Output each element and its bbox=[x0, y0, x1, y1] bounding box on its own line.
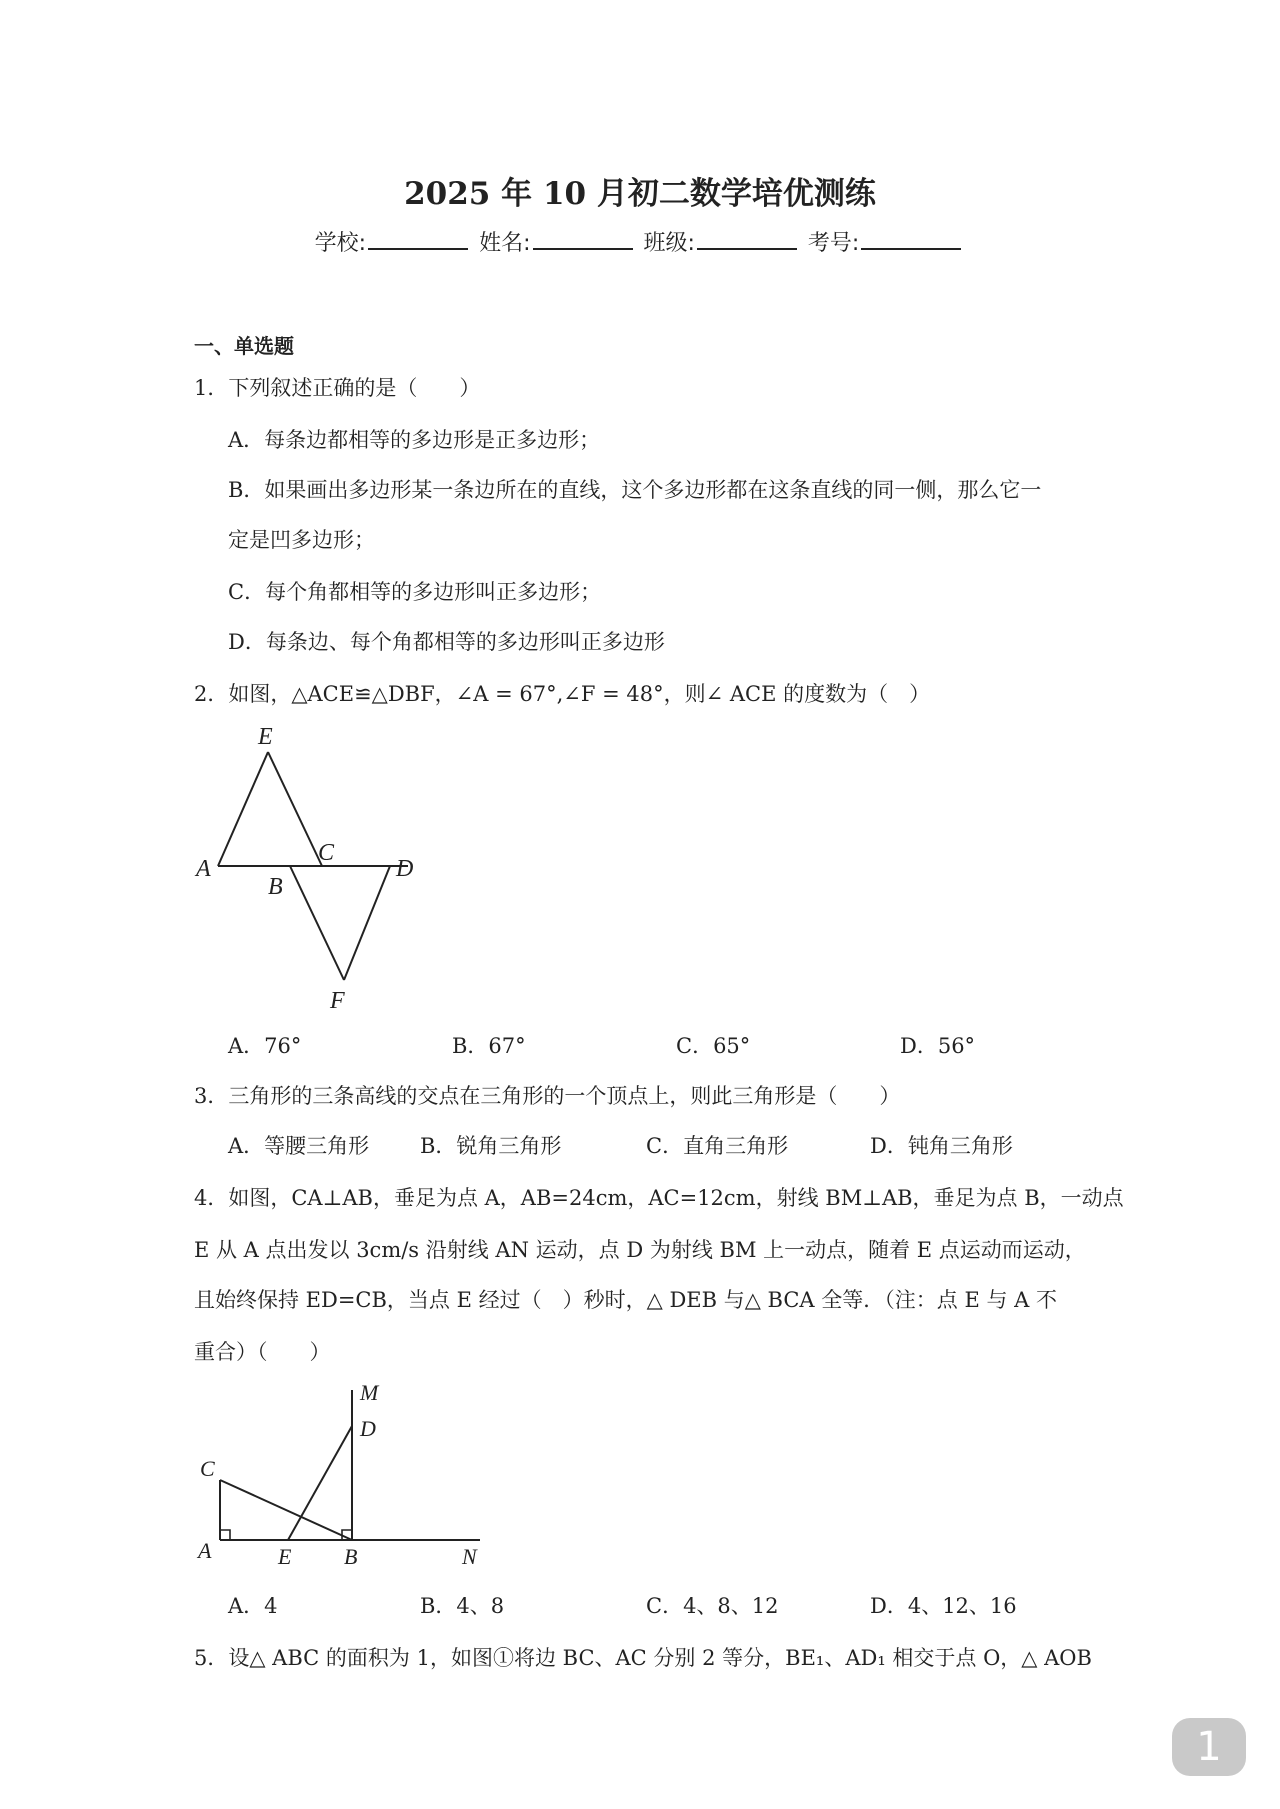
name-blank[interactable] bbox=[533, 230, 633, 250]
student-info-line bbox=[0, 226, 1280, 257]
q2-option-b: B．67° bbox=[452, 1034, 526, 1058]
q2-label-c: C bbox=[318, 840, 335, 866]
q4-label-e: E bbox=[278, 1544, 292, 1569]
q2-label-b: B bbox=[268, 874, 283, 900]
q1-option-a: A．每条边都相等的多边形是正多边形； bbox=[228, 428, 601, 452]
q3-option-b: B．锐角三角形 bbox=[420, 1134, 562, 1158]
q1-option-b-line1: B．如果画出多边形某一条边所在的直线，这个多边形都在这条直线的同一侧，那么它一 bbox=[228, 478, 1042, 502]
q4-label-b: B bbox=[344, 1544, 358, 1569]
q4-option-c: C．4、8、12 bbox=[646, 1594, 779, 1618]
class-label: 班级: bbox=[643, 231, 695, 256]
q1-option-c: C．每个角都相等的多边形叫正多边形； bbox=[228, 580, 602, 604]
q5-stem: 5．设△ ABC 的面积为 1，如图①将边 BC、AC 分别 2 等分，BE₁、AD₁ 相交于点 O，△ AOB bbox=[194, 1646, 1092, 1670]
q4-label-a: A bbox=[198, 1538, 212, 1563]
q4-option-d: D．4、12、16 bbox=[870, 1594, 1017, 1618]
q2-option-c: C．65° bbox=[676, 1034, 751, 1058]
q2-label-f: F bbox=[330, 988, 345, 1014]
number-blank[interactable] bbox=[861, 230, 961, 250]
school-label: 学校: bbox=[314, 231, 367, 256]
q2-line-ae bbox=[218, 752, 268, 866]
q2-label-a: A bbox=[196, 856, 211, 882]
q2-line-bf bbox=[290, 866, 344, 980]
q4-line2: E 从 A 点出发以 3cm/s 沿射线 AN 运动，点 D 为射线 BM 上一动点，随着 E 点运动而运动， bbox=[194, 1238, 1086, 1262]
q2-option-a: A．76° bbox=[228, 1034, 302, 1058]
q2-label-e: E bbox=[258, 724, 273, 750]
q2-stem: 2．如图，△ACE≌△DBF，∠A = 67°,∠F = 48°，则∠ ACE 的度数为（ ） bbox=[194, 682, 931, 706]
q2-label-d: D bbox=[396, 856, 414, 882]
q4-option-a: A．4 bbox=[228, 1594, 278, 1618]
number-label: 考号: bbox=[807, 231, 860, 256]
name-label: 姓名: bbox=[479, 231, 531, 256]
q4-option-b: B．4、8 bbox=[420, 1594, 505, 1618]
q2-figure bbox=[190, 718, 440, 1018]
q4-line4: 重合）（ ） bbox=[194, 1340, 331, 1364]
q4-label-c: C bbox=[200, 1456, 215, 1481]
q4-label-m: M bbox=[360, 1380, 379, 1405]
q4-line-cb bbox=[220, 1480, 352, 1540]
section-title: 一、单选题 bbox=[194, 334, 294, 358]
q4-line3: 且始终保持 ED=CB，当点 E 经过（ ）秒时，△ DEB 与△ BCA 全等．（注：点 E 与 A 不 bbox=[194, 1288, 1057, 1312]
q4-figure bbox=[190, 1370, 490, 1580]
q4-right-angle-a bbox=[220, 1530, 230, 1540]
q3-option-c: C．直角三角形 bbox=[646, 1134, 789, 1158]
q1-option-b-line2: 定是凹多边形； bbox=[228, 528, 375, 552]
class-blank[interactable] bbox=[697, 230, 797, 250]
q2-line-ec bbox=[268, 752, 322, 866]
q3-option-d: D．钝角三角形 bbox=[870, 1134, 1013, 1158]
q3-stem: 3．三角形的三条高线的交点在三角形的一个顶点上，则此三角形是（ ） bbox=[194, 1084, 901, 1108]
q4-line1: 4．如图，CA⊥AB，垂足为点 A，AB=24cm，AC=12cm，射线 BM⊥AB，垂足为点 B，一动点 bbox=[194, 1186, 1124, 1210]
q3-option-a: A．等腰三角形 bbox=[228, 1134, 370, 1158]
q2-line-fd bbox=[344, 866, 390, 980]
page-title: 2025 年 10 月初二数学培优测练 bbox=[404, 176, 876, 212]
q4-line-ed bbox=[288, 1426, 352, 1540]
page-number-badge[interactable]: 1 bbox=[1172, 1718, 1246, 1776]
q4-label-d: D bbox=[360, 1416, 376, 1441]
q1-stem: 1．下列叙述正确的是（ ） bbox=[194, 376, 481, 400]
q1-option-d: D．每条边、每个角都相等的多边形叫正多边形 bbox=[228, 630, 665, 654]
q2-option-d: D．56° bbox=[900, 1034, 976, 1058]
q4-label-n: N bbox=[462, 1544, 477, 1569]
school-blank[interactable] bbox=[368, 230, 468, 250]
